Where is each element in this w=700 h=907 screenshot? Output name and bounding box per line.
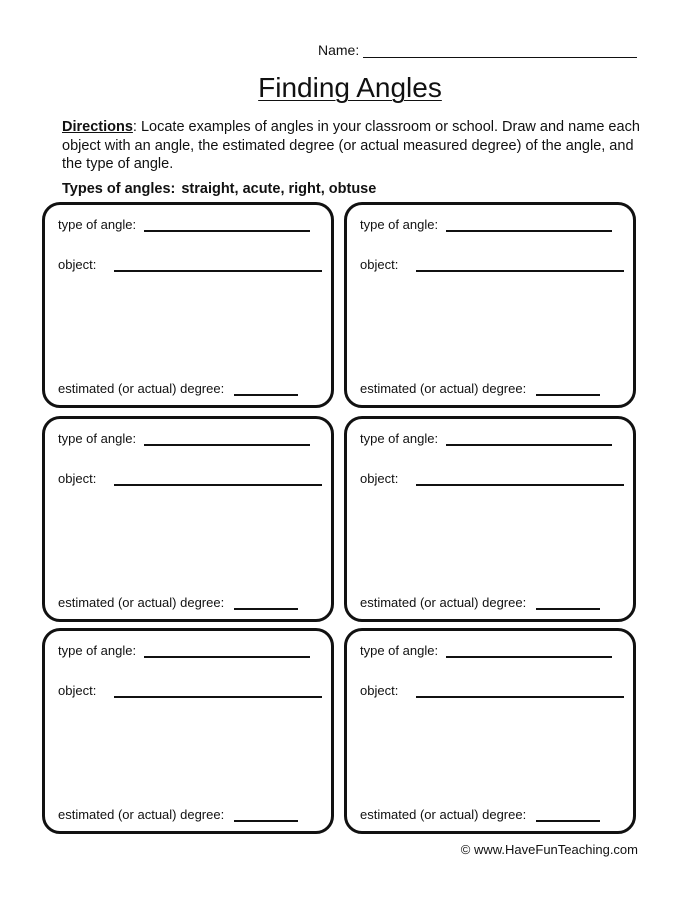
angle-types: [62, 181, 376, 197]
type-of-angle-field: [360, 217, 612, 232]
object-field: [360, 257, 624, 272]
type-of-angle-blank[interactable]: [446, 218, 612, 232]
degree-blank[interactable]: [536, 808, 600, 822]
type-of-angle-label: type of angle:: [58, 431, 137, 446]
degree-label: estimated (or actual) degree:: [58, 381, 225, 396]
degree-label: estimated (or actual) degree:: [360, 595, 527, 610]
degree-field: [58, 595, 298, 610]
type-of-angle-blank[interactable]: [446, 432, 612, 446]
degree-blank[interactable]: [234, 382, 298, 396]
degree-field: [58, 381, 298, 396]
angle-types-label: Types of angles:: [62, 181, 176, 197]
type-of-angle-label: type of angle:: [360, 643, 439, 658]
type-of-angle-field: [58, 217, 310, 232]
degree-field: [360, 807, 600, 822]
name-blank-line[interactable]: [363, 43, 637, 58]
type-of-angle-blank[interactable]: [446, 644, 612, 658]
degree-field: [58, 807, 298, 822]
object-label: object:: [58, 471, 97, 486]
type-of-angle-field: [58, 643, 310, 658]
degree-label: estimated (or actual) degree:: [360, 381, 527, 396]
angle-card-4: [344, 416, 636, 622]
type-of-angle-label: type of angle:: [360, 217, 439, 232]
object-label: object:: [360, 257, 399, 272]
degree-label: estimated (or actual) degree:: [58, 595, 225, 610]
angle-card-1: [42, 202, 334, 408]
degree-blank[interactable]: [234, 596, 298, 610]
object-label: object:: [58, 257, 97, 272]
angle-card-2: [344, 202, 636, 408]
type-of-angle-blank[interactable]: [144, 218, 310, 232]
degree-blank[interactable]: [536, 382, 600, 396]
object-blank[interactable]: [416, 684, 624, 698]
type-of-angle-blank[interactable]: [144, 644, 310, 658]
object-field: [58, 683, 322, 698]
object-field: [58, 257, 322, 272]
type-of-angle-label: type of angle:: [360, 431, 439, 446]
angle-card-5: [42, 628, 334, 834]
type-of-angle-label: type of angle:: [58, 643, 137, 658]
degree-label: estimated (or actual) degree:: [360, 807, 527, 822]
degree-field: [360, 381, 600, 396]
degree-blank[interactable]: [536, 596, 600, 610]
name-field: [318, 42, 637, 58]
type-of-angle-field: [58, 431, 310, 446]
type-of-angle-blank[interactable]: [144, 432, 310, 446]
type-of-angle-label: type of angle:: [58, 217, 137, 232]
object-field: [58, 471, 322, 486]
object-blank[interactable]: [114, 472, 322, 486]
object-label: object:: [58, 683, 97, 698]
type-of-angle-field: [360, 643, 612, 658]
copyright-footer: © www.HaveFunTeaching.com: [460, 842, 638, 857]
angle-card-6: [344, 628, 636, 834]
type-of-angle-field: [360, 431, 612, 446]
object-field: [360, 471, 624, 486]
degree-label: estimated (or actual) degree:: [58, 807, 225, 822]
name-label: Name:: [318, 42, 360, 58]
degree-field: [360, 595, 600, 610]
object-blank[interactable]: [416, 472, 624, 486]
angle-types-list: straight, acute, right, obtuse: [181, 181, 377, 197]
page-title: Finding Angles: [258, 72, 442, 103]
object-label: object:: [360, 683, 399, 698]
object-blank[interactable]: [416, 258, 624, 272]
directions-paragraph: [62, 118, 642, 174]
object-blank[interactable]: [114, 684, 322, 698]
object-label: object:: [360, 471, 399, 486]
directions-text: : Locate examples of angles in your classroom or school. Draw and name each object with an angle, the estimated degree (or actual measured degree) of the angle, and the type of angle.: [62, 119, 640, 172]
angle-card-3: [42, 416, 334, 622]
degree-blank[interactable]: [234, 808, 298, 822]
directions-label: Directions: [62, 119, 133, 135]
object-blank[interactable]: [114, 258, 322, 272]
object-field: [360, 683, 624, 698]
